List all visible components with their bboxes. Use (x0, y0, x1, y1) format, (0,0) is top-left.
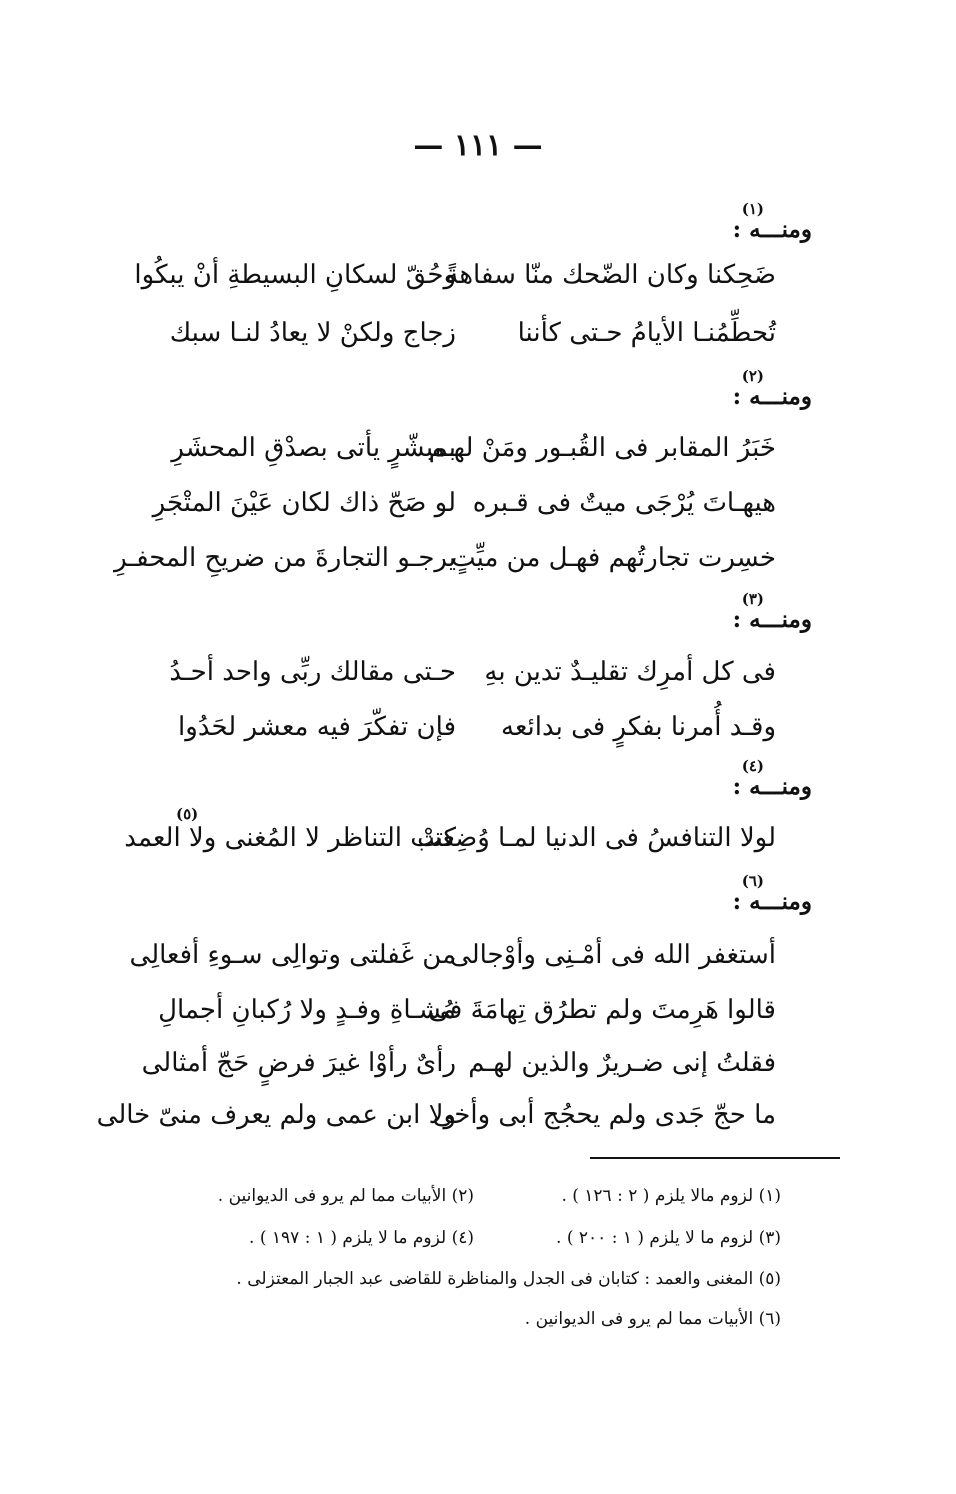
verse-line (129, 935, 776, 975)
second-hemistich: بمبشّرٍ يأتى بصدْقِ المحشَرِ (171, 433, 456, 463)
first-hemistich: وقـد أُمرنا بفكرٍ فى بدائعه (501, 712, 776, 742)
second-hemistich: يرجـو التجارةَ من ضريحِ المحفـرِ (114, 543, 456, 573)
second-hemistich: وحُقّ لسكانِ البسيطةِ أنْ يبكُوا (134, 260, 456, 290)
footnote: (٤) لزوم ما لا يلزم ( ١ : ١٩٧ ) . (249, 1228, 474, 1248)
verse-line (96, 1095, 776, 1135)
verse-line (156, 313, 776, 353)
second-hemistich: زجاج ولكنْ لا يعادُ لنـا سبك (169, 318, 456, 348)
first-hemistich: فى كل أمرِك تقليـدٌ تدين بهِ (484, 657, 776, 687)
footnote: (١) لزوم مالا يلزم ( ٢ : ١٢٦ ) . (561, 1186, 781, 1206)
section-heading (732, 367, 812, 410)
footnote: (٦) الأبيات مما لم يرو فى الديوانين . (524, 1309, 781, 1329)
second-hemistich-text: كتب التناظر لا المُغنى ولا العمد (124, 823, 456, 853)
first-hemistich: قالوا هَرِمتَ ولم تطرُق تِهامَةَ فى (428, 995, 776, 1025)
footnote: (٥) المغنى والعمد : كتابان فى الجدل والمناظرة للقاضى عبد الجبار المعتزلى . (236, 1269, 781, 1289)
second-hemistich: لو صَحّ ذاك لكان عَيْنَ المتْجَرِ (152, 488, 456, 518)
first-hemistich: ضَحِكنا وكان الضّحك منّا سفاهةً (445, 260, 776, 290)
first-hemistich: ما حجّ جَدى ولم يحجُج أبى وأخى (432, 1100, 776, 1130)
first-hemistich: لولا التنافسُ فى الدنيا لمـا وُضِعتْ (417, 823, 776, 853)
footnote-marker: (٥) (176, 805, 199, 823)
footnote-marker: (٢) (741, 367, 764, 385)
second-hemistich: فإن تفكّرَ فيه معشر لحَدُوا (178, 712, 456, 742)
section-label: ومنـــه : (732, 888, 812, 915)
first-hemistich: هيهـاتَ يُرْجَى ميتٌ فى قـبره (472, 488, 776, 518)
verse-line (156, 990, 776, 1030)
section-heading (732, 757, 812, 800)
verse-line (134, 255, 776, 295)
second-hemistich (124, 805, 456, 858)
first-hemistich: أستغفر الله فى أمْـنِى وأوْجالى (450, 940, 776, 970)
first-hemistich: تُحطِّمُنـا الأيامُ حـتى كأننا (517, 318, 776, 348)
footnote-divider (590, 1157, 840, 1159)
first-hemistich: خسِرت تجارتُهم فهـل من ميِّتٍ (451, 543, 776, 573)
verse-line (156, 707, 776, 747)
section-label: ومنـــه : (732, 383, 812, 410)
footnote-marker: (٦) (741, 872, 764, 890)
second-hemistich: من غَفلتى وتوالِى سـوءِ أفعالِى (129, 940, 456, 970)
verse-line (152, 483, 776, 523)
footnote-marker: (٤) (741, 757, 764, 775)
section-heading (732, 200, 812, 243)
footnote: (٣) لزوم ما لا يلزم ( ١ : ٢٠٠ ) . (556, 1228, 781, 1248)
footnote: (٢) الأبيات مما لم يرو فى الديوانين . (217, 1186, 474, 1206)
verse-line (156, 428, 776, 468)
verse-line (141, 1043, 776, 1083)
first-hemistich: خَبَرُ المقابر فى القُبـور ومَنْ لهـم (428, 433, 776, 463)
section-label: ومنـــه : (732, 606, 812, 633)
footnote-marker: (٣) (741, 590, 764, 608)
second-hemistich: مُشـاةِ وفـدٍ ولا رُكبانِ أجمالِ (158, 995, 456, 1025)
verse-line (114, 538, 776, 578)
verse-line (156, 652, 776, 692)
second-hemistich: حـتى مقالك ربِّى واحد أحـدُ (169, 657, 456, 687)
second-hemistich: رأىٌ رأوْا غيرَ فرضٍ حَجّ أمثالى (141, 1048, 456, 1078)
second-hemistich: ولا ابن عمى ولم يعرف منىّ خالى (96, 1100, 456, 1130)
verse-line (124, 805, 776, 858)
section-label: ومنـــه : (732, 773, 812, 800)
section-label: ومنـــه : (732, 216, 812, 243)
footnote-marker: (١) (741, 200, 764, 218)
page-number: — ١١١ — (413, 128, 543, 163)
first-hemistich: فقلتُ إنى ضـريرٌ والذين لهـم (468, 1048, 776, 1078)
section-heading (732, 590, 812, 633)
section-heading (732, 872, 812, 915)
